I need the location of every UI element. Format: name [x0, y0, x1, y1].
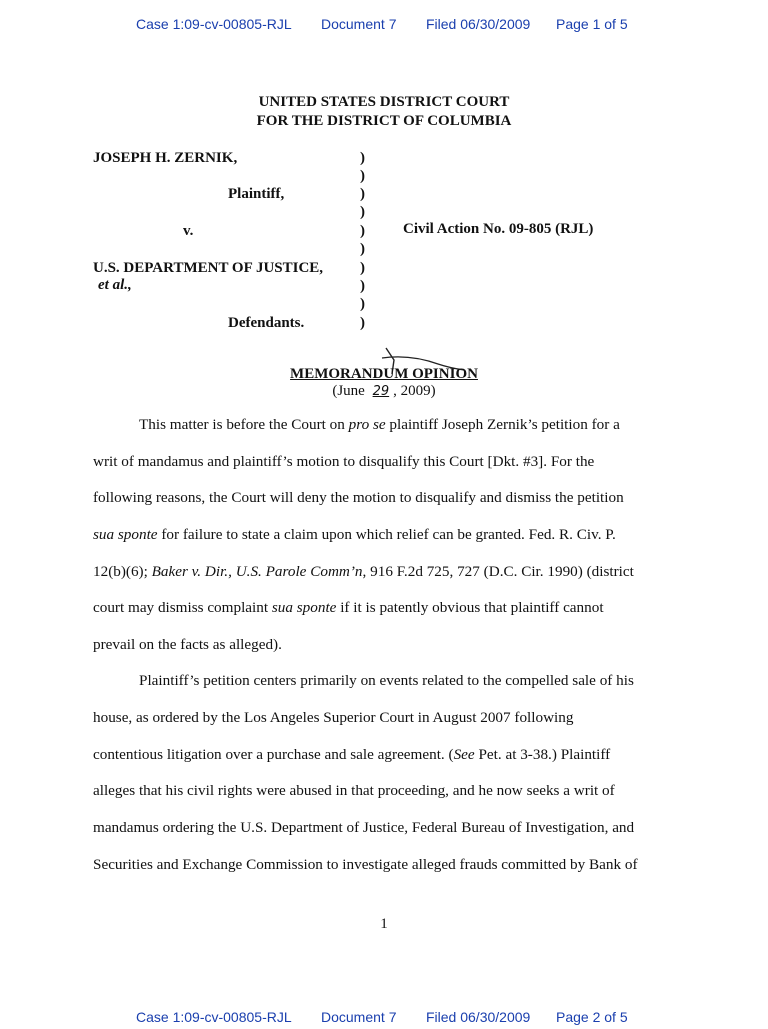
body-line: sua sponte for failure to state a claim upon which relief can be granted. Fed. R. Civ. P. [93, 526, 616, 543]
ecf-page-of: Page 1 of 5 [556, 16, 628, 32]
body-line: following reasons, the Court will deny the motion to disqualify and dismiss the petition [93, 489, 624, 506]
caption-paren: ) [360, 296, 365, 312]
ecf-filed-date: Filed 06/30/2009 [426, 1009, 531, 1025]
body-line: Plaintiff’s petition centers primarily on events related to the compelled sale of his [139, 672, 634, 689]
ecf-case-number: Case 1:09-cv-00805-RJL [136, 16, 292, 32]
body-line: 12(b)(6); Baker v. Dir., U.S. Parole Comm’n, 916 F.2d 725, 727 (D.C. Cir. 1990) (district [93, 563, 634, 580]
court-name-line1: UNITED STATES DISTRICT COURT [258, 94, 510, 110]
caption-paren: ) [360, 186, 365, 202]
caption-paren: ) [360, 168, 365, 184]
opinion-date [0, 383, 768, 400]
caption-paren: ) [360, 223, 365, 239]
ecf-case-number: Case 1:09-cv-00805-RJL [136, 1009, 292, 1025]
memorandum-title: MEMORANDUM OPINION [290, 366, 478, 382]
caption-paren: ) [360, 315, 365, 331]
plaintiff-name: JOSEPH H. ZERNIK, [93, 150, 238, 166]
date-suffix: , 2009) [393, 383, 436, 399]
civil-action-number: Civil Action No. 09-805 (RJL) [403, 221, 594, 237]
defendant-name: U.S. DEPARTMENT OF JUSTICE, [93, 260, 324, 276]
ecf-document-number: Document 7 [321, 16, 397, 32]
ecf-next-page-stamp [0, 1009, 768, 1029]
caption-paren: ) [360, 150, 365, 166]
body-line: Securities and Exchange Commission to investigate alleged frauds committed by Bank of [93, 856, 638, 873]
caption-paren: ) [360, 278, 365, 294]
ecf-filed-date: Filed 06/30/2009 [426, 16, 531, 32]
ecf-document-number: Document 7 [321, 1009, 397, 1025]
body-line: This matter is before the Court on pro se plaintiff Joseph Zernik’s petition for a [139, 416, 620, 433]
body-line: house, as ordered by the Los Angeles Superior Court in August 2007 following [93, 709, 574, 726]
body-line: writ of mandamus and plaintiff’s motion to disqualify this Court [Dkt. #3]. For the [93, 453, 595, 470]
defendant-role: Defendants. [228, 315, 305, 331]
versus: v. [183, 223, 194, 239]
court-name-line2: FOR THE DISTRICT OF COLUMBIA [256, 113, 512, 129]
date-day-handwritten: 29 [372, 384, 390, 399]
caption-paren: ) [360, 260, 365, 276]
defendant-et-al: et al., [98, 277, 132, 293]
ecf-page-of: Page 2 of 5 [556, 1009, 628, 1025]
plaintiff-role: Plaintiff, [228, 186, 285, 202]
date-prefix: (June [332, 383, 365, 399]
page-number: 1 [380, 916, 388, 932]
body-line: prevail on the facts as alleged). [93, 636, 282, 653]
body-line: court may dismiss complaint sua sponte if it is patently obvious that plaintiff cannot [93, 599, 604, 616]
body-line: mandamus ordering the U.S. Department of Justice, Federal Bureau of Investigation, and [93, 819, 635, 836]
body-line: contentious litigation over a purchase and sale agreement. (See Pet. at 3-38.) Plaintiff [93, 746, 611, 763]
caption-paren: ) [360, 241, 365, 257]
body-line: alleges that his civil rights were abused in that proceeding, and he now seeks a writ of [93, 782, 615, 799]
caption-paren: ) [360, 204, 365, 220]
